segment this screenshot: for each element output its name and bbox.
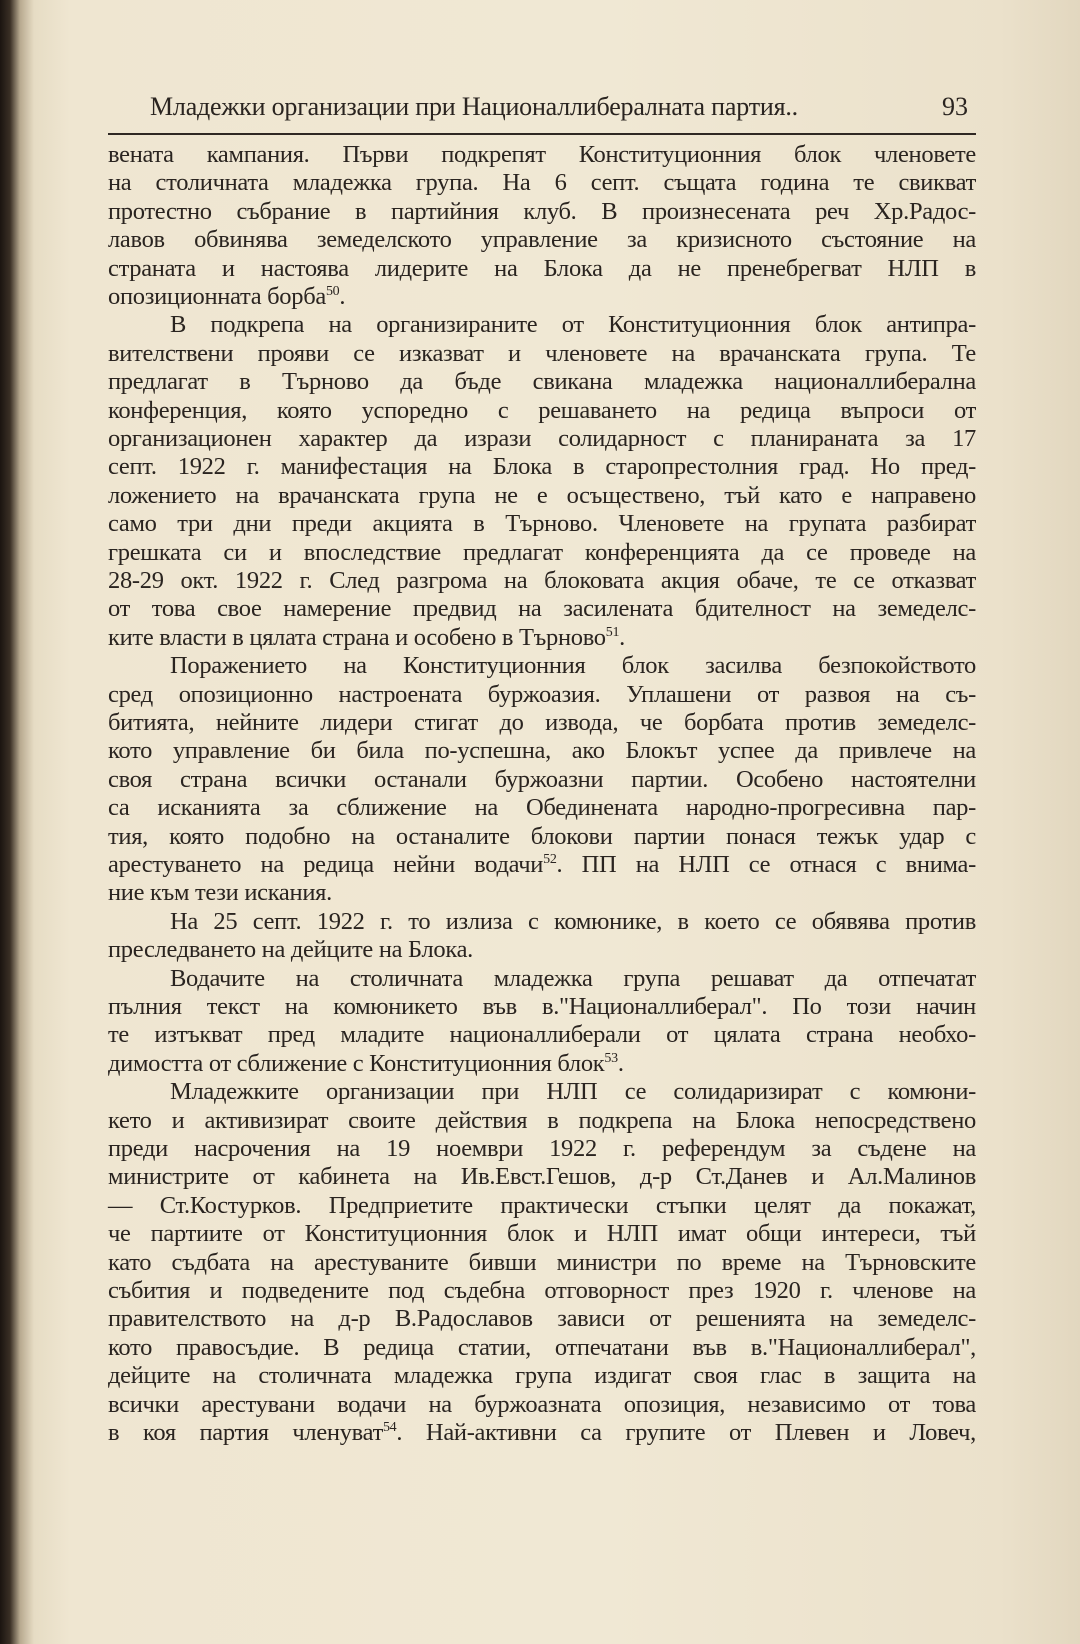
line-text: организационен характер да изрази солидарност с планираната за 17 bbox=[108, 425, 976, 452]
text-line bbox=[108, 1362, 976, 1390]
line-text: преследването на дейците на Блока. bbox=[108, 936, 473, 964]
text-line bbox=[108, 567, 976, 595]
line-text-rest: . bbox=[617, 1049, 624, 1077]
line-text: в коя партия членуват bbox=[108, 1419, 383, 1446]
text-line bbox=[108, 1391, 976, 1419]
text-line bbox=[170, 965, 976, 993]
footnote-ref: 52 bbox=[543, 851, 557, 867]
text-line bbox=[170, 908, 976, 936]
line-text: страната и настоява лидерите на Блока да не пренебрегват НЛП в bbox=[108, 254, 976, 282]
line-text: опозиционната борба bbox=[108, 283, 326, 310]
text-line bbox=[108, 255, 976, 283]
text-line bbox=[108, 1163, 976, 1191]
line-text: Водачите на столичната младежка група решават да отпечатат bbox=[170, 964, 976, 992]
text-line bbox=[108, 482, 976, 510]
line-text: кото управление би била по-успешна, ако Блокът успее да привлече на bbox=[108, 737, 976, 765]
text-line-with-footnote bbox=[108, 851, 976, 879]
line-text-rest: . ПП на НЛП се отнася с внима- bbox=[556, 851, 976, 878]
line-text: са исканията за сближение на Обединената народно-прогресивна пар- bbox=[108, 794, 976, 822]
line-text: от това свое намерение предвид на засилената бдителност на земеделс- bbox=[108, 595, 976, 623]
text-line bbox=[108, 794, 976, 822]
text-line bbox=[108, 766, 976, 794]
line-text: вената кампания. Първи подкрепят Конституционния блок членовете bbox=[108, 141, 976, 168]
line-text: на столичната младежка група. На 6 септ. същата година те свикват bbox=[108, 169, 976, 197]
footnote-ref: 50 bbox=[325, 283, 340, 299]
line-text-rest: . bbox=[339, 283, 346, 310]
text-line bbox=[108, 169, 976, 197]
line-text: като съдбата на арестуваните бивши министри по време на Търновските bbox=[108, 1248, 976, 1276]
line-text: само три дни преди акцията в Търново. Членовете на групата разбират bbox=[108, 510, 976, 538]
line-text: Поражението на Конституционния блок засилва безпокойството bbox=[170, 652, 976, 680]
line-text: сред опозиционно настроената буржоазия. Уплашени от развоя на съ- bbox=[108, 680, 976, 708]
text-line bbox=[108, 595, 976, 623]
line-text: битията, нейните лидери стигат до извода, че борбата против земеделс- bbox=[108, 709, 976, 736]
text-line bbox=[108, 737, 976, 765]
line-text: — Ст.Костурков. Предприетите практически стъпки целят да покажат, bbox=[108, 1191, 976, 1219]
text-line bbox=[108, 936, 976, 964]
text-line bbox=[108, 397, 976, 425]
text-line bbox=[108, 539, 976, 567]
text-line bbox=[108, 1107, 976, 1135]
line-text: Младежките организации при НЛП се солидаризират с комюни- bbox=[170, 1078, 976, 1106]
text-line bbox=[108, 993, 976, 1021]
line-text: министрите от кабинета на Ив.Евст.Гешов, д-р Ст.Данев и Ал.Малинов bbox=[108, 1163, 976, 1191]
text-line bbox=[108, 681, 976, 709]
line-text: пълния текст на комюникето във в."Националлиберал". По този начин bbox=[108, 993, 976, 1020]
line-text: събития и подведените под съдебна отговорност през 1920 г. членове на bbox=[108, 1277, 976, 1304]
line-text: предлагат в Търново да бъде свикана младежка националлиберална bbox=[108, 368, 976, 396]
line-text: своя страна всички останали буржоазни партии. Особено настоятелни bbox=[108, 765, 976, 793]
text-line bbox=[108, 226, 976, 254]
line-text-rest: . Най-активни са групите от Плевен и Ловеч, bbox=[396, 1419, 976, 1446]
line-text: тия, която подобно на останалите блокови партии понася тежък удар с bbox=[108, 822, 976, 850]
line-text: всички арестувани водачи на буржоазната опозиция, независимо от това bbox=[108, 1390, 976, 1418]
text-line-with-footnote bbox=[108, 624, 976, 652]
text-line bbox=[170, 1078, 976, 1106]
line-text: димостта от сближение с Конституционния блок bbox=[108, 1049, 605, 1077]
line-text: ние към тези искания. bbox=[108, 879, 332, 907]
text-line bbox=[108, 1249, 976, 1277]
text-line bbox=[108, 1021, 976, 1049]
line-text: септ. 1922 г. манифестация на Блока в старопрестолния град. Но пред- bbox=[108, 453, 976, 481]
line-text: 28-29 окт. 1922 г. След разгрома на блоковата акция обаче, те се отказват bbox=[108, 567, 976, 594]
line-text: ложението на врачанската група не е осъществено, тъй като е направено bbox=[108, 481, 976, 509]
text-line bbox=[108, 823, 976, 851]
text-line bbox=[108, 141, 976, 169]
text-line bbox=[108, 1135, 976, 1163]
running-title: Младежки организации при Националлибералната партия.. bbox=[150, 92, 798, 121]
header-rule bbox=[108, 133, 976, 135]
text-line bbox=[108, 368, 976, 396]
text-line bbox=[170, 311, 976, 339]
text-line bbox=[108, 879, 976, 907]
line-text: лавов обвинява земеделското управление за кризисното състояние на bbox=[108, 226, 976, 254]
footnote-ref: 51 bbox=[605, 624, 620, 640]
text-line bbox=[108, 1220, 976, 1248]
line-text: ките власти в цялата страна и особено в Търново bbox=[108, 623, 606, 651]
text-line bbox=[170, 652, 976, 680]
text-line-with-footnote bbox=[108, 1419, 976, 1447]
line-text: В подкрепа на организираните от Конституционния блок антипра- bbox=[170, 311, 976, 339]
line-text: арестуването на редица нейни водачи bbox=[108, 851, 544, 878]
line-text: правителството на д-р В.Радославов зависи от решенията на земеделс- bbox=[108, 1305, 976, 1333]
page-number: 93 bbox=[942, 92, 968, 121]
line-text: грешката си и впоследствие предлагат конференцията да се проведе на bbox=[108, 538, 976, 566]
text-line bbox=[108, 709, 976, 737]
text-line-with-footnote bbox=[108, 1050, 976, 1078]
line-text: че партиите от Конституционния блок и НЛП имат общи интереси, тъй bbox=[108, 1220, 976, 1248]
text-line bbox=[108, 453, 976, 481]
text-line bbox=[108, 1192, 976, 1220]
line-text: конференция, която успоредно с решаването на редица въпроси от bbox=[108, 396, 976, 424]
text-line bbox=[108, 198, 976, 226]
running-header bbox=[150, 92, 976, 124]
line-text: вителствени прояви се изказват и членовете на врачанската група. Те bbox=[108, 339, 976, 367]
line-text: кото правосъдие. В редица статии, отпечатани във в."Националлиберал", bbox=[108, 1333, 976, 1361]
text-line bbox=[108, 1305, 976, 1333]
footnote-ref: 53 bbox=[604, 1050, 618, 1066]
line-text-rest: . bbox=[619, 623, 625, 651]
line-text: кето и активизират своите действия в подкрепа на Блока непосредствено bbox=[108, 1106, 976, 1134]
text-line bbox=[108, 340, 976, 368]
text-line bbox=[108, 1277, 976, 1305]
text-line-with-footnote bbox=[108, 283, 976, 311]
text-line bbox=[108, 425, 976, 453]
line-text: те изтъкват пред младите националлиберали от цялата страна необхо- bbox=[108, 1021, 976, 1049]
line-text: протестно събрание в партийния клуб. В произнесената реч Хр.Радос- bbox=[108, 197, 976, 225]
text-line bbox=[108, 510, 976, 538]
line-text: дейците на столичната младежка група издигат своя глас в защита на bbox=[108, 1362, 976, 1390]
line-text: преди насрочения на 19 ноември 1922 г. референдум за съдене на bbox=[108, 1135, 976, 1162]
footnote-ref: 54 bbox=[382, 1419, 397, 1435]
text-line bbox=[108, 1334, 976, 1362]
line-text: На 25 септ. 1922 г. то излиза с комюнике, в което се обявява против bbox=[170, 907, 976, 935]
